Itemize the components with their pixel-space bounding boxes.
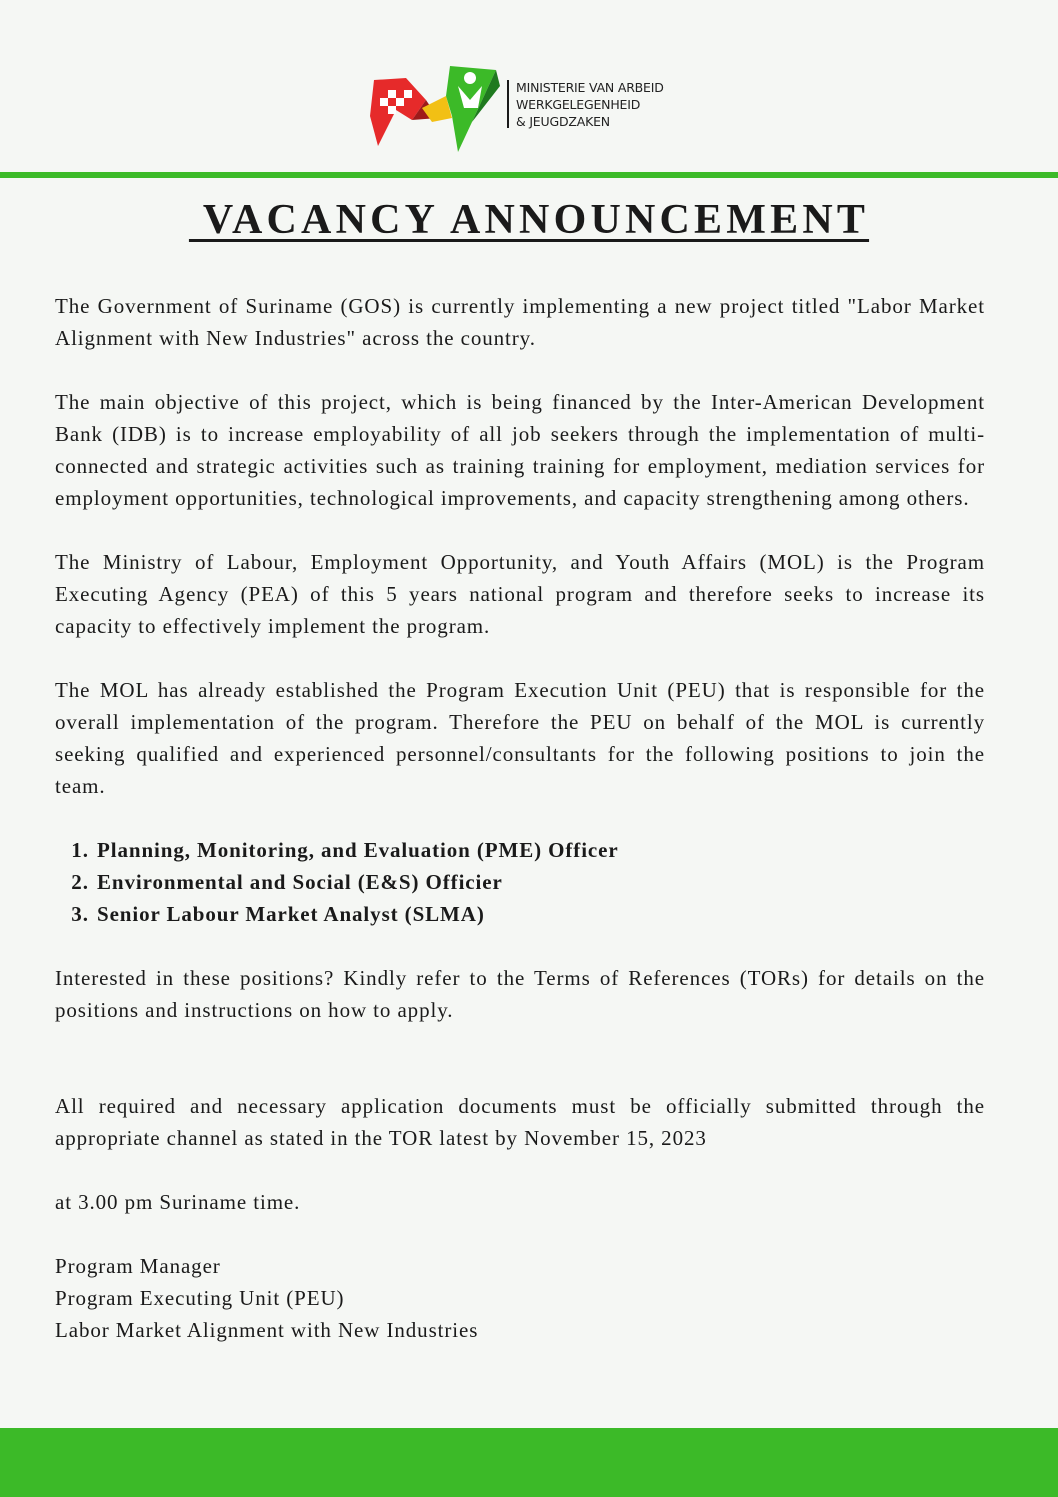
signature-role: Program Manager bbox=[55, 1254, 221, 1278]
announcement-body bbox=[55, 290, 985, 1346]
signature-unit: Program Executing Unit (PEU) bbox=[55, 1286, 345, 1310]
paragraph-interest: Interested in these positions? Kindly refer to the Terms of References (TORs) for details on the positions and instructions on how to apply. bbox=[55, 966, 985, 1022]
paragraph-peu: The MOL has already established the Program Execution Unit (PEU) that is responsible for the overall implementation of the program. Therefore the PEU on behalf of the MOL is currently seeking qualified and experienced personnel/consultants for the following positions to join the team. bbox=[55, 678, 985, 798]
paragraph-project-intro: The Government of Suriname (GOS) is currently implementing a new project titled "Labor Market Alignment with New Industries" across the country. bbox=[55, 294, 985, 350]
paragraph-agency: The Ministry of Labour, Employment Opportunity, and Youth Affairs (MOL) is the Program Executing Agency (PEA) of this 5 years national program and therefore seeks to increase its capacity to effectively implement the program. bbox=[55, 550, 985, 638]
signature-block bbox=[55, 1250, 985, 1346]
page-title: VACANCY ANNOUNCEMENT bbox=[188, 197, 870, 243]
ministry-name-line-3: & JEUGDZAKEN bbox=[516, 114, 610, 129]
deadline-text: All required and necessary application documents must be officially submitted through the appropriate channel as stated in the TOR latest by November 15, 2023 bbox=[55, 1094, 985, 1150]
positions-list bbox=[55, 834, 985, 930]
position-item: 2. Environmental and Social (E&S) Officier bbox=[95, 866, 985, 898]
ministry-logo bbox=[366, 56, 696, 156]
footer-bar bbox=[0, 1428, 1058, 1497]
ministry-name-line-2: WERKGELEGENHEID bbox=[516, 97, 641, 112]
ministry-name-line-1: MINISTERIE VAN ARBEID bbox=[516, 80, 664, 95]
header bbox=[0, 0, 1058, 172]
position-item: 1. Planning, Monitoring, and Evaluation (PME) Officer bbox=[95, 834, 985, 866]
deadline-time: at 3.00 pm Suriname time. bbox=[55, 1190, 301, 1214]
ministry-logo-mark bbox=[366, 56, 506, 156]
signature-program: Labor Market Alignment with New Industries bbox=[55, 1318, 479, 1342]
spacer bbox=[55, 1058, 985, 1090]
position-item: 3. Senior Labour Market Analyst (SLMA) bbox=[95, 898, 985, 930]
header-divider bbox=[0, 172, 1058, 178]
paragraph-objective: The main objective of this project, which is being financed by the Inter-American Development Bank (IDB) is to increase employability of all job seekers through the implementation of multi-connected and strategic activities such as training training for employment, mediation services for employment opportunities, technological improvements, and capacity strengthening among others. bbox=[55, 390, 985, 510]
ministry-name bbox=[516, 79, 664, 130]
logo-divider bbox=[507, 80, 509, 128]
